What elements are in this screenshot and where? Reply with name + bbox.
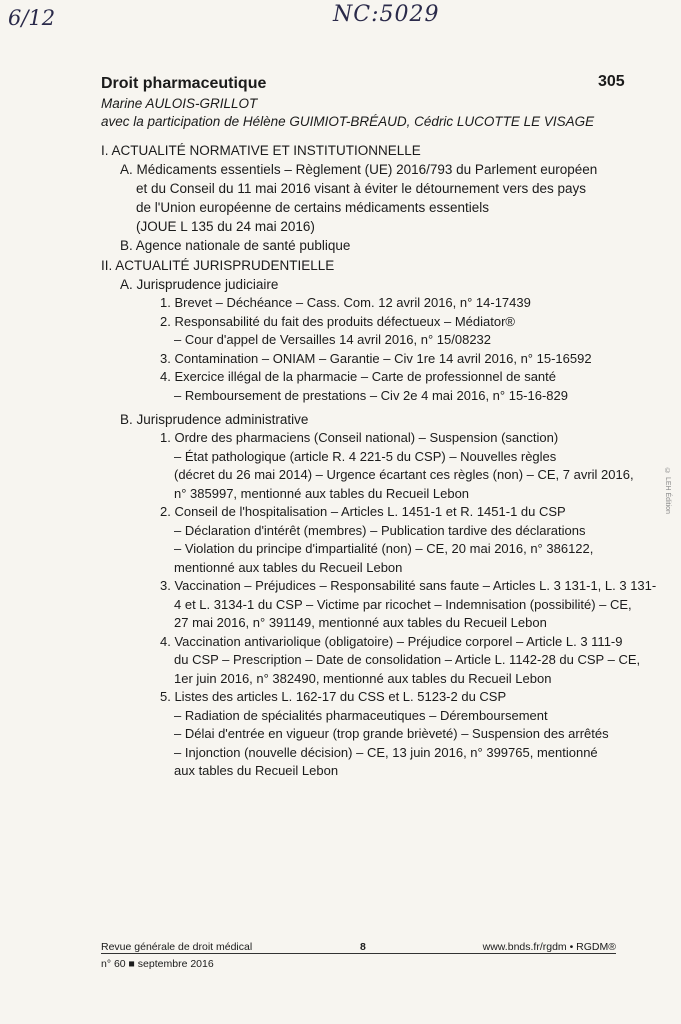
- subsection-heading: A. Jurisprudence judiciaire: [120, 277, 279, 292]
- section-heading: I. ACTUALITÉ NORMATIVE ET INSTITUTIONNELLE: [101, 143, 421, 158]
- copyright-notice: © LEH Édition: [664, 468, 671, 514]
- list-item: 2. Responsabilité du fait des produits défectueux – Médiator®: [160, 313, 516, 329]
- footer-issue: n° 60 ■ septembre 2016: [101, 958, 214, 970]
- subsection-heading: B. Agence nationale de santé publique: [120, 238, 351, 253]
- list-item-continuation: 4 et L. 3134-1 du CSP – Victime par ricochet – Indemnisation (possibilité) – CE,: [174, 596, 632, 612]
- subsection-heading: B. Jurisprudence administrative: [120, 412, 309, 427]
- list-item: 3. Vaccination – Préjudices – Responsabilité sans faute – Articles L. 3 131-1, L. 3 131-: [160, 578, 657, 593]
- list-item-continuation: (décret du 26 mai 2014) – Urgence écartant ces règles (non) – CE, 7 avril 2016,: [174, 467, 634, 482]
- list-item: 4. Exercice illégal de la pharmacie – Carte de professionnel de santé: [160, 369, 557, 384]
- list-item: 3. Contamination – ONIAM – Garantie – Civ 1re 14 avril 2016, n° 15-16592: [160, 350, 592, 366]
- list-item-continuation: mentionné aux tables du Recueil Lebon: [174, 559, 403, 575]
- list-item-continuation: – Violation du principe d'impartialité (non) – CE, 20 mai 2016, n° 386122,: [174, 541, 594, 556]
- list-item-continuation: du CSP – Prescription – Date de consolidation – Article L. 1142-28 du CSP – CE,: [174, 652, 641, 667]
- list-item-continuation: – Remboursement de prestations – Civ 2e 4 mai 2016, n° 15-16-829: [174, 387, 568, 403]
- footer-url: www.bnds.fr/rgdm • RGDM®: [482, 941, 616, 953]
- list-item: 1. Brevet – Déchéance – Cass. Com. 12 avril 2016, n° 14-17439: [160, 295, 531, 310]
- list-item-continuation: n° 385997, mentionné aux tables du Recueil Lebon: [174, 485, 470, 501]
- page-number: 305: [598, 73, 625, 90]
- subsection-continuation: et du Conseil du 11 mai 2016 visant à éviter le détournement vers des pays: [136, 181, 587, 196]
- list-item-continuation: – Radiation de spécialités pharmaceutiques – Déremboursement: [174, 707, 548, 723]
- list-item-continuation: – Injonction (nouvelle décision) – CE, 13 juin 2016, n° 399765, mentionné: [174, 744, 598, 760]
- list-item-continuation: aux tables du Recueil Lebon: [174, 763, 339, 778]
- handwritten-annotation-top: NC:5029: [333, 2, 440, 27]
- subsection-continuation: de l'Union européenne de certains médicaments essentiels: [136, 200, 490, 215]
- list-item-continuation: 1er juin 2016, n° 382490, mentionné aux tables du Recueil Lebon: [174, 670, 552, 686]
- outline: [0, 140, 681, 781]
- footer-page-marker: 8: [360, 941, 366, 953]
- list-item: 2. Conseil de l'hospitalisation – Articles L. 1451-1 et R. 1451-1 du CSP: [160, 504, 566, 519]
- list-item: 1. Ordre des pharmaciens (Conseil national) – Suspension (sanction): [160, 430, 559, 445]
- participation-line: avec la participation de Hélène GUIMIOT-BRÉAUD, Cédric LUCOTTE LE VISAGE: [101, 114, 595, 129]
- footer-journal-name: Revue générale de droit médical: [101, 941, 253, 953]
- list-item-continuation: 27 mai 2016, n° 391149, mentionné aux tables du Recueil Lebon: [174, 615, 547, 630]
- footer-divider: [101, 953, 616, 954]
- author-name: Marine AULOIS-GRILLOT: [101, 96, 258, 111]
- list-item-continuation: – Délai d'entrée en vigueur (trop grande brièveté) – Suspension des arrêtés: [174, 726, 609, 741]
- article-title: Droit pharmaceutique: [101, 75, 267, 92]
- page-footer: [101, 941, 616, 970]
- subsection-continuation: (JOUE L 135 du 24 mai 2016): [136, 219, 315, 234]
- list-item: 5. Listes des articles L. 162-17 du CSS et L. 5123-2 du CSP: [160, 689, 507, 704]
- list-item-continuation: – Cour d'appel de Versailles 14 avril 2016, n° 15/08232: [174, 332, 492, 347]
- handwritten-annotation-left: 6/12: [8, 6, 56, 30]
- list-item-continuation: – État pathologique (article R. 4 221-5 du CSP) – Nouvelles règles: [174, 448, 557, 464]
- list-item: 4. Vaccination antivariolique (obligatoire) – Préjudice corporel – Article L. 3 111-9: [160, 633, 623, 649]
- subsection-heading: A. Médicaments essentiels – Règlement (UE) 2016/793 du Parlement européen: [120, 162, 598, 177]
- section-heading: II. ACTUALITÉ JURISPRUDENTIELLE: [101, 258, 335, 273]
- list-item-continuation: – Déclaration d'intérêt (membres) – Publication tardive des déclarations: [174, 522, 586, 538]
